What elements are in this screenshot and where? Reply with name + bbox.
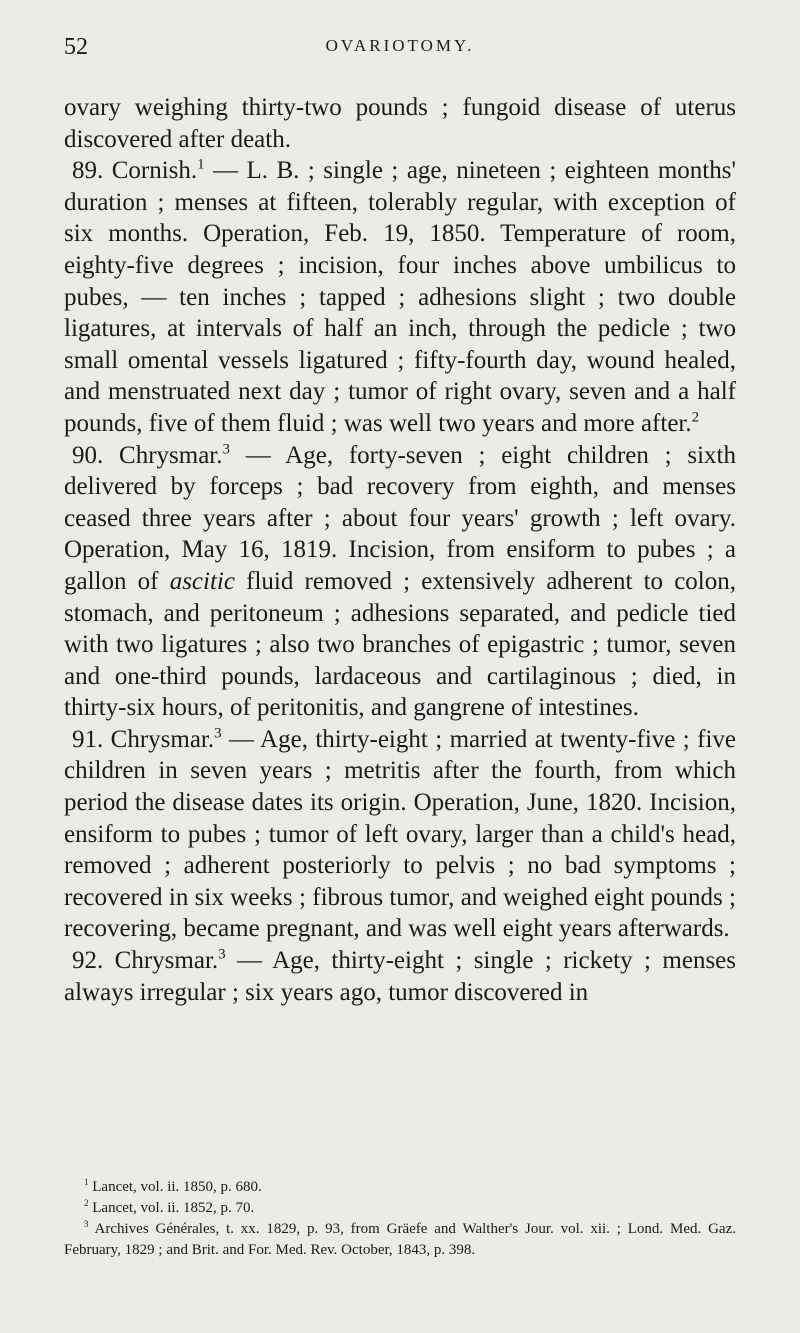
case-90-paragraph [64,440,736,724]
case-92-paragraph [64,945,736,1008]
case-92-text: — Age, thirty-eight ; single ; rickety ; menses always irregular ; six years ago, tumor discovered in [64,947,736,1006]
footnote-ref-3: 3 [214,725,222,742]
footnote [64,1177,736,1198]
footnote [64,1219,736,1261]
case-90-lead: 90. Chrysmar. [72,441,223,469]
running-title: OVARIOTOMY. [325,36,475,55]
footnote-mark: 1 [84,1177,89,1187]
footnote-ref-3: 3 [218,946,226,963]
case-92-lead: 92. Chrysmar. [72,947,219,975]
case-91-paragraph [64,724,736,945]
page-number: 52 [64,34,88,60]
paragraph-continuation [64,92,736,155]
body-text [64,92,736,1008]
footnote-text: Lancet, vol. ii. 1852, p. 70. [92,1200,255,1216]
case-89-text: — L. B. ; single ; age, nineteen ; eighteen months' duration ; menses at fifteen, tolerably regular, with exception of six months. Operation, Feb. 19, 1850. Temperature of room, eighty-five degrees ; incision, four inches above umbilicus to pubes, — ten inches ; tapped ; adhesions slight ; two double ligatures, at intervals of half an inch, through the pedicle ; two small omental vessels ligatured ; fifty-fourth day, wound healed, and menstruated next day ; tumor of right ovary, seven and a half pounds, five of them fluid ; was well two years and more after. [64,157,736,437]
footnote-text: Archives Générales, t. xx. 1829, p. 93, from Gräefe and Walther's Jour. vol. xii. ; Lond. Med. Gaz. February, 1829 ; and Brit. and For. Med. Rev. October, 1843, p. 398. [64,1221,736,1258]
page-header [64,34,736,64]
footnote-ref-2: 2 [691,409,700,426]
continuation-text: ovary weighing thirty-two pounds ; fungoid disease of uterus discovered after death. [64,94,736,153]
footnote-mark: 3 [84,1219,89,1229]
case-91-lead: 91. Chrysmar. [72,725,215,753]
footnote-text: Lancet, vol. ii. 1850, p. 680. [92,1179,262,1195]
case-90-text-a: — Age, forty-seven ; eight children ; sixth delivered by forceps ; bad recovery from eighth, and menses ceased three years after ; about four years' growth ; left ovary. Operation, May 16, 1819. Incision, from ensiform to pubes ; a gallon of [64,441,736,595]
footnote [64,1198,736,1219]
case-89-paragraph [64,155,736,439]
case-91-text: — Age, thirty-eight ; married at twenty-five ; five children in seven years ; metritis after the fourth, from which period the disease dates its origin. Operation, June, 1820. Incision, ensiform to pubes ; tumor of left ovary, larger than a child's head, removed ; adherent posteriorly to pelvis ; no bad symptoms ; recovered in six weeks ; fibrous tumor, and weighed eight pounds ; recovering, became pregnant, and was well eight years afterwards. [64,725,736,943]
footnote-mark: 2 [84,1198,89,1208]
case-90-text-b: fluid removed ; extensively adherent to colon, stomach, and peritoneum ; adhesions separated, and pedicle tied with two ligatures ; also two branches of epigastric ; tumor, seven and one-third pounds, lardaceous and cartilaginous ; died, in thirty-six hours, of peritonitis, and gangrene of intestines. [64,567,736,722]
footnotes [64,1177,736,1261]
footnote-ref-3: 3 [222,441,230,458]
case-90-italic: ascitic [169,567,235,595]
case-89-lead: 89. Cornish. [72,157,198,185]
footnote-ref-1: 1 [197,156,205,173]
